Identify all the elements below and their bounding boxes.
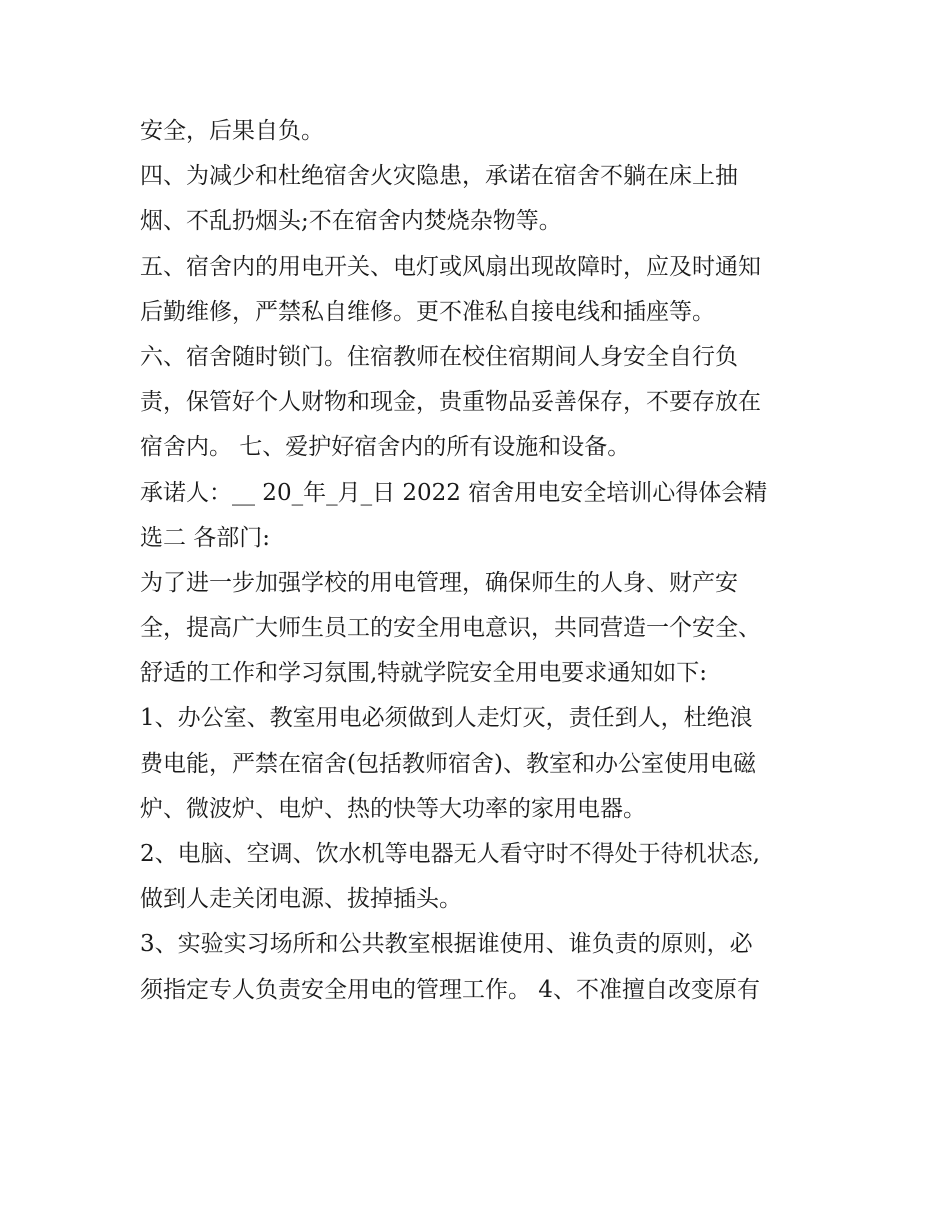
text-line: 五、宿舍内的用电开关、电灯或风扇出现故障时，应及时通知 — [140, 253, 761, 280]
text-line: 费电能，严禁在宿舍(包括教师宿舍)、教室和办公室使用电磁 — [140, 750, 756, 777]
text-line: 3、实验实习场所和公共教室根据谁使用、谁负责的原则，必 — [140, 931, 753, 958]
text-line: 烟、不乱扔烟头;不在宿舍内焚烧杂物等。 — [140, 208, 562, 235]
text-line: 责，保管好个人财物和现金，贵重物品妥善保存，不要存放在 — [140, 389, 761, 416]
document-body — [140, 109, 820, 1013]
text-line: 宿舍内。 七、爱护好宿舍内的所有设施和设备。 — [140, 434, 631, 461]
text-line: 选二 各部门: — [140, 524, 271, 551]
text-line: 四、为减少和杜绝宿舍火灾隐患，承诺在宿舍不躺在床上抽 — [140, 163, 738, 190]
text-line: 2、电脑、空调、饮水机等电器无人看守时不得处于待机状态, — [140, 841, 760, 867]
text-line: 做到人走关闭电源、拔掉插头。 — [140, 886, 462, 913]
text-line: 全，提高广大师生员工的安全用电意识，共同营造一个安全、 — [140, 615, 761, 642]
text-line: 后勤维修，严禁私自维修。更不准私自接电线和插座等。 — [140, 298, 715, 325]
text-line: 安全，后果自负。 — [140, 118, 324, 144]
text-line: 为了进一步加强学校的用电管理，确保师生的人身、财产安 — [140, 569, 738, 596]
text-line: 六、宿舍随时锁门。住宿教师在校住宿期间人身安全自行负 — [140, 343, 738, 370]
text-line: 炉、微波炉、电炉、热的快等大功率的家用电器。 — [140, 795, 646, 822]
text-line: 承诺人：__ 20_年_月_日 2022 宿舍用电安全培训心得体会精 — [140, 479, 768, 506]
text-line: 1、办公室、教室用电必须做到人走灯灭，责任到人，杜绝浪 — [140, 705, 753, 732]
text-line: 须指定专人负责安全用电的管理工作。 4、不准擅自改变原有 — [140, 976, 760, 1003]
text-line: 舒适的工作和学习氛围,特就学院安全用电要求通知如下: — [140, 660, 708, 687]
